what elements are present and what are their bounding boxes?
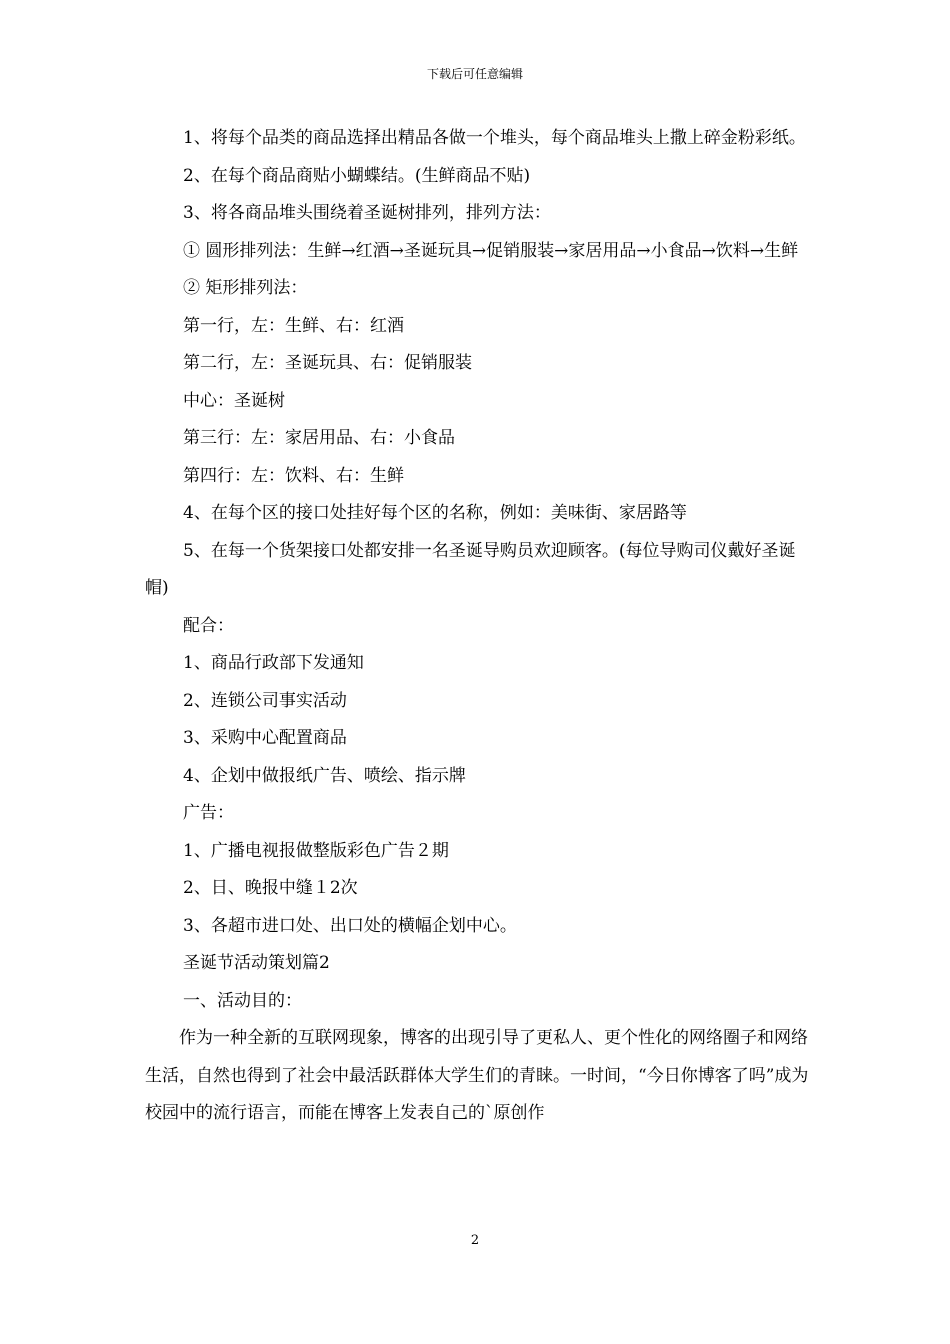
paragraph-display-step-1: 1、将每个品类的商品选择出精品各做一个堆头，每个商品堆头上撒上碎金粉彩纸。 (183, 128, 806, 148)
paragraph-advertising-2: 2、日、晚报中缝１2次 (183, 878, 358, 898)
heading-advertising: 广告： (183, 803, 234, 823)
paragraph-cooperation-1: 1、商品行政部下发通知 (183, 653, 364, 673)
paragraph-row-1: 第一行，左：生鲜、右：红酒 (183, 315, 404, 336)
paragraph-purpose-text: 作为一种全新的互联网现象，博客的出现引导了更私人、更个性化的网络圈子和网络生活，自然也得到了社会中最活跃群体大学生们的青睐。一时间，“今日你博客了吗”成为校园中的流行语言，而能在博客上发表自己的`原创作 (145, 1028, 809, 1123)
paragraph-row-2: 第二行，左：圣诞玩具、右：促销服装 (183, 353, 472, 373)
document-body (145, 120, 810, 1133)
page-header: 下载后可任意编辑 (426, 67, 523, 81)
paragraph-display-step-2: 2、在每个商品商贴小蝴蝶结。(生鲜商品不贴) (183, 165, 531, 186)
paragraph-cooperation-4: 4、企划中做报纸广告、喷绘、指示牌 (183, 765, 466, 786)
section-title-plan-2: 圣诞节活动策划篇2 (183, 953, 330, 973)
paragraph-row-3: 第三行：左：家居用品、右：小食品 (183, 428, 455, 448)
paragraph-advertising-3: 3、各超市进口处、出口处的横幅企划中心。 (183, 915, 517, 936)
paragraph-display-step-3: 3、将各商品堆头围绕着圣诞树排列，排列方法： (183, 203, 551, 223)
paragraph-center: 中心：圣诞树 (183, 390, 285, 411)
paragraph-row-4: 第四行：左：饮料、右：生鲜 (183, 465, 404, 486)
paragraph-display-step-5: 5、在每一个货架接口处都安排一名圣诞导购员欢迎顾客。(每位导购司仪戴好圣诞帽) (145, 540, 796, 598)
heading-activity-purpose: 一、活动目的： (183, 990, 302, 1011)
paragraph-cooperation-2: 2、连锁公司事实活动 (183, 690, 347, 711)
paragraph-display-step-4: 4、在每个区的接口处挂好每个区的名称，例如：美味街、家居路等 (183, 503, 687, 523)
paragraph-advertising-1: 1、广播电视报做整版彩色广告２期 (183, 840, 449, 861)
heading-cooperation: 配合： (183, 615, 234, 636)
paragraph-rectangular-arrangement: ② 矩形排列法： (183, 278, 308, 298)
paragraph-circular-arrangement: ① 圆形排列法：生鲜→红酒→圣诞玩具→促销服装→家居用品→小食品→饮料→生鲜 (183, 240, 799, 261)
paragraph-cooperation-3: 3、采购中心配置商品 (183, 728, 347, 748)
page-number: 2 (470, 1233, 480, 1248)
